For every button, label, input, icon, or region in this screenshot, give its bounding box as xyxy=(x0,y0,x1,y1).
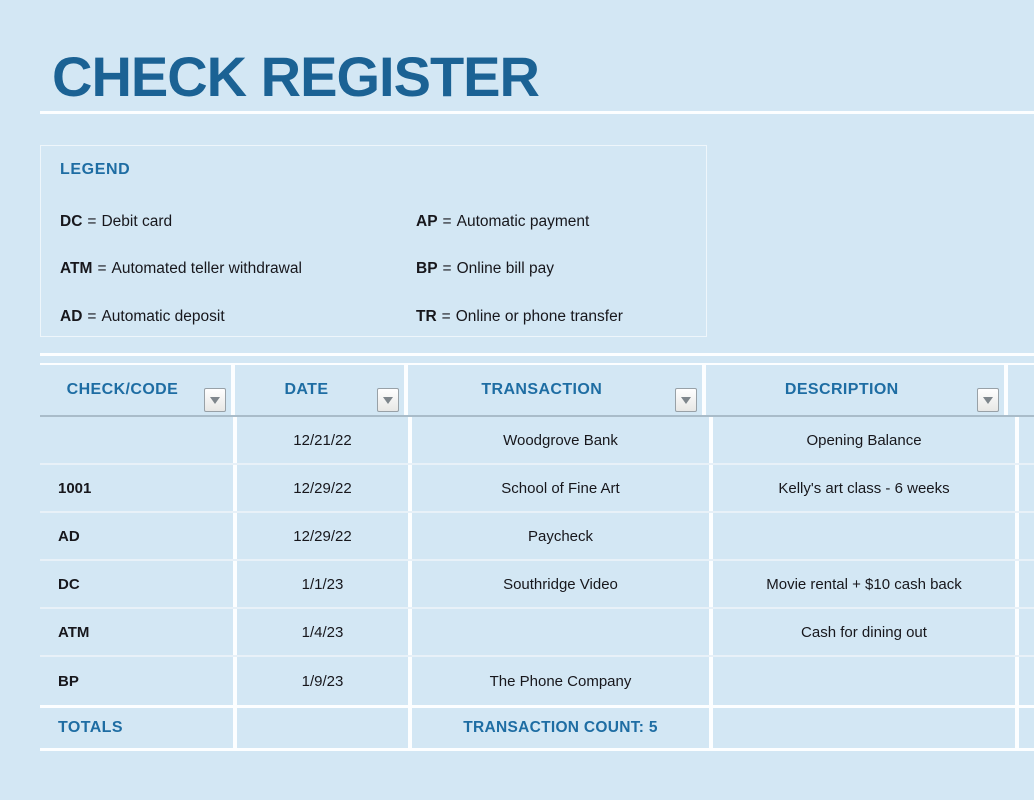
cell-check-code[interactable]: AD xyxy=(40,513,237,559)
legend-item-ad xyxy=(60,308,416,326)
title-divider xyxy=(40,111,1034,114)
cell-transaction[interactable]: Paycheck xyxy=(412,513,713,559)
cell-check-code[interactable] xyxy=(40,417,237,463)
cell-overflow xyxy=(1019,561,1034,607)
legend-panel xyxy=(40,145,707,337)
legend-separator: = xyxy=(87,307,97,325)
legend-code: AP xyxy=(416,212,438,230)
table-row xyxy=(40,657,1034,705)
cell-check-code[interactable]: 1001 xyxy=(40,465,237,511)
totals-label: TOTALS xyxy=(40,708,237,748)
cell-check-code[interactable]: DC xyxy=(40,561,237,607)
table-row xyxy=(40,513,1034,561)
totals-description-cell xyxy=(713,708,1019,748)
cell-overflow xyxy=(1019,609,1034,655)
totals-overflow-cell xyxy=(1019,708,1034,748)
chevron-down-icon xyxy=(681,397,691,404)
table-row xyxy=(40,417,1034,465)
legend-code: DC xyxy=(60,212,83,230)
cell-transaction[interactable]: School of Fine Art xyxy=(412,465,713,511)
cell-date[interactable]: 1/4/23 xyxy=(237,609,412,655)
legend-code: AD xyxy=(60,307,83,325)
cell-description[interactable]: Cash for dining out xyxy=(713,609,1019,655)
cell-overflow xyxy=(1019,513,1034,559)
chevron-down-icon xyxy=(210,397,220,404)
legend-description: Automatic deposit xyxy=(101,307,225,325)
filter-button-transaction[interactable] xyxy=(675,388,697,412)
filter-button-date[interactable] xyxy=(377,388,399,412)
legend-description: Online bill pay xyxy=(456,260,554,278)
cell-date[interactable]: 12/29/22 xyxy=(237,465,412,511)
cell-overflow xyxy=(1019,417,1034,463)
column-header-label: CHECK/CODE xyxy=(66,381,179,398)
table-row xyxy=(40,609,1034,657)
column-header-description[interactable] xyxy=(706,365,1008,415)
legend-item-dc xyxy=(60,213,416,231)
chevron-down-icon xyxy=(383,397,393,404)
column-header-check-code[interactable] xyxy=(40,365,235,415)
totals-date-cell xyxy=(237,708,412,748)
cell-date[interactable]: 12/21/22 xyxy=(237,417,412,463)
cell-transaction[interactable]: Southridge Video xyxy=(412,561,713,607)
totals-row xyxy=(40,705,1034,751)
legend-separator: = xyxy=(441,307,451,325)
cell-check-code[interactable]: ATM xyxy=(40,609,237,655)
legend-description: Debit card xyxy=(101,212,173,230)
cell-transaction[interactable]: Woodgrove Bank xyxy=(412,417,713,463)
table-header-row xyxy=(40,365,1034,417)
cell-description[interactable]: Opening Balance xyxy=(713,417,1019,463)
legend-separator: = xyxy=(442,260,452,278)
transaction-count: TRANSACTION COUNT: 5 xyxy=(412,708,713,748)
column-header-date[interactable] xyxy=(235,365,408,415)
cell-description[interactable]: Kelly's art class - 6 weeks xyxy=(713,465,1019,511)
page-title: CHECK REGISTER xyxy=(52,45,539,108)
legend-code: BP xyxy=(416,260,438,278)
legend-item-atm xyxy=(60,260,416,278)
cell-overflow xyxy=(1019,657,1034,705)
legend-heading: LEGEND xyxy=(60,161,131,178)
cell-date[interactable]: 12/29/22 xyxy=(237,513,412,559)
column-header-transaction[interactable] xyxy=(408,365,706,415)
filter-button-description[interactable] xyxy=(977,388,999,412)
cell-transaction[interactable]: The Phone Company xyxy=(412,657,713,705)
legend-list xyxy=(60,198,698,341)
filter-button-check-code[interactable] xyxy=(204,388,226,412)
column-header-label: DESCRIPTION xyxy=(784,381,899,398)
legend-separator: = xyxy=(442,212,452,230)
table-row xyxy=(40,465,1034,513)
legend-code: ATM xyxy=(60,260,93,278)
legend-separator: = xyxy=(97,260,107,278)
legend-item-tr xyxy=(416,308,698,326)
cell-transaction[interactable] xyxy=(412,609,713,655)
legend-item-bp xyxy=(416,260,698,278)
table-top-spacer xyxy=(40,353,1034,365)
cell-description[interactable]: Movie rental + $10 cash back xyxy=(713,561,1019,607)
cell-description[interactable] xyxy=(713,657,1019,705)
table-row xyxy=(40,561,1034,609)
legend-description: Automated teller withdrawal xyxy=(111,260,302,278)
column-header-overflow xyxy=(1008,365,1034,415)
column-header-label: TRANSACTION xyxy=(481,381,603,398)
legend-description: Online or phone transfer xyxy=(455,307,623,325)
check-register-table xyxy=(40,353,1034,751)
cell-check-code[interactable]: BP xyxy=(40,657,237,705)
cell-overflow xyxy=(1019,465,1034,511)
cell-description[interactable] xyxy=(713,513,1019,559)
column-header-label: DATE xyxy=(284,381,329,398)
cell-date[interactable]: 1/9/23 xyxy=(237,657,412,705)
legend-description: Automatic payment xyxy=(456,212,590,230)
chevron-down-icon xyxy=(983,397,993,404)
legend-item-ap xyxy=(416,213,698,231)
legend-code: TR xyxy=(416,307,437,325)
cell-date[interactable]: 1/1/23 xyxy=(237,561,412,607)
legend-separator: = xyxy=(87,212,97,230)
